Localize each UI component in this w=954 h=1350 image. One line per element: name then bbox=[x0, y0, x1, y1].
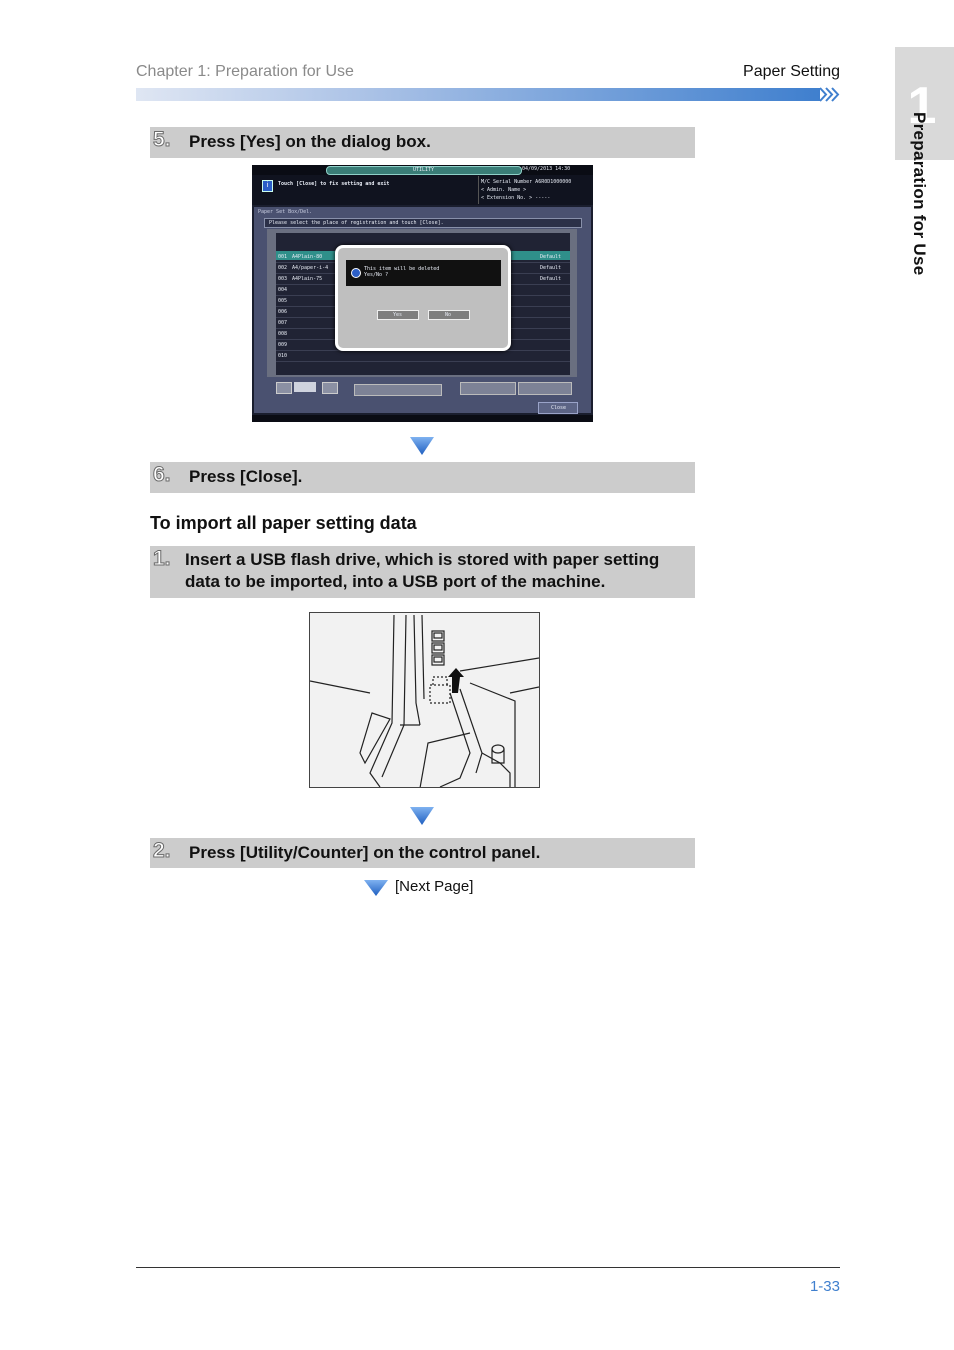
extension-no: < Extension No. > ----- bbox=[481, 195, 551, 201]
delete-button[interactable] bbox=[518, 382, 572, 395]
step-text: Press [Utility/Counter] on the control panel. bbox=[189, 843, 541, 862]
row-number: 001 bbox=[278, 254, 288, 260]
datetime: 04/09/2013 14:30 bbox=[522, 166, 571, 172]
row-number: 006 bbox=[278, 309, 288, 315]
footer-divider bbox=[136, 1267, 840, 1268]
chevrons-icon bbox=[818, 86, 842, 103]
admin-name: < Admin. Name > bbox=[481, 187, 527, 193]
next-page-button[interactable] bbox=[322, 382, 338, 394]
row-number: 009 bbox=[278, 342, 288, 348]
next-page-link[interactable]: [Next Page] bbox=[395, 878, 474, 895]
row-paper-name: A4/paper-i-4 bbox=[292, 265, 329, 271]
row-number: 008 bbox=[278, 331, 288, 337]
usb-port-illustration bbox=[309, 612, 540, 788]
step-text-line-1: Insert a USB flash drive, which is stored with paper setting bbox=[185, 550, 660, 569]
row-number: 007 bbox=[278, 320, 288, 326]
utility-tab: UTILITY bbox=[326, 166, 522, 175]
row-number: 003 bbox=[278, 276, 288, 282]
no-button[interactable]: No bbox=[428, 310, 470, 320]
section-heading: To import all paper setting data bbox=[150, 513, 417, 533]
row-number: 005 bbox=[278, 298, 288, 304]
step-text-line-2: data to be imported, into a USB port of the machine. bbox=[185, 572, 606, 591]
row-number: 004 bbox=[278, 287, 288, 293]
next-page-arrow-icon bbox=[364, 880, 388, 896]
message-text: Touch [Close] to fix setting and exit bbox=[278, 181, 390, 187]
instruction-text: Please select the place of registration and touch [Close]. bbox=[269, 220, 444, 226]
page-number: 1-33 bbox=[809, 1278, 840, 1295]
step-text: Press [Yes] on the dialog box. bbox=[189, 132, 431, 151]
step-number: 5. bbox=[153, 128, 171, 151]
usb-insertion-drawing bbox=[310, 613, 539, 787]
step-6 bbox=[150, 462, 695, 493]
control-panel-screenshot bbox=[252, 165, 593, 422]
register-button[interactable] bbox=[460, 382, 516, 395]
step-2 bbox=[150, 838, 695, 868]
row-status: Default bbox=[540, 276, 562, 282]
prev-page-button[interactable] bbox=[276, 382, 292, 394]
header-bar bbox=[136, 88, 820, 101]
serial-number: M/C Serial Number A6R0D1000000 bbox=[481, 179, 572, 185]
row-status: Default bbox=[540, 265, 562, 271]
step-number: 2. bbox=[153, 839, 171, 862]
paper-list-row[interactable] bbox=[276, 351, 570, 362]
chapter-tab-number: 1 bbox=[907, 77, 937, 135]
yes-button[interactable]: Yes bbox=[377, 310, 419, 320]
step-number: 6. bbox=[153, 463, 171, 486]
row-paper-name: A4Plain-75 bbox=[292, 276, 323, 282]
row-number: 002 bbox=[278, 265, 288, 271]
import-export-buttons[interactable] bbox=[354, 384, 442, 396]
step-5 bbox=[150, 127, 695, 158]
step-number: 1. bbox=[153, 547, 171, 570]
page-indicator bbox=[294, 382, 316, 392]
step-1 bbox=[150, 546, 695, 598]
down-arrow-icon bbox=[410, 807, 434, 825]
close-button[interactable]: Close bbox=[538, 402, 578, 414]
step-text: Press [Close]. bbox=[189, 467, 303, 486]
info-icon: i bbox=[262, 180, 273, 192]
dialog-message: This item will be deleted Yes/No ? bbox=[346, 260, 501, 286]
chapter-tab-label: Preparation for Use bbox=[910, 112, 929, 276]
delete-confirm-dialog bbox=[335, 245, 511, 351]
chapter-title: Chapter 1: Preparation for Use bbox=[136, 63, 354, 80]
breadcrumb: Paper Set Box/Del. bbox=[258, 209, 313, 215]
down-arrow-icon bbox=[410, 437, 434, 455]
row-status: Default bbox=[540, 254, 562, 260]
row-number: 010 bbox=[278, 353, 288, 359]
row-paper-name: A4Plain-80 bbox=[292, 254, 323, 260]
section-title-header: Paper Setting bbox=[743, 63, 840, 80]
